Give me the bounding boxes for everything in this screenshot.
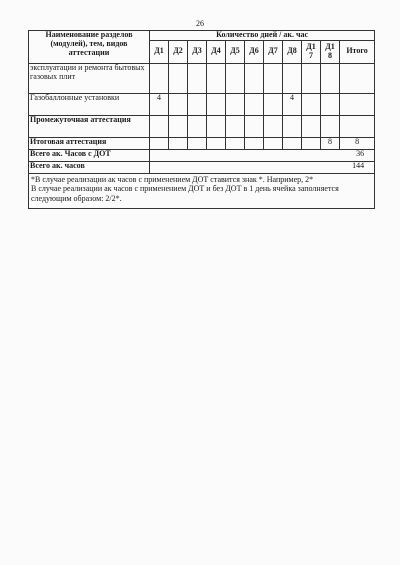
row-name: Газобаллонные установки bbox=[29, 93, 150, 115]
row-name: Промежуточная аттестация bbox=[29, 115, 150, 137]
grand-total-row bbox=[29, 161, 375, 173]
day-header-d5: Д5 bbox=[226, 40, 245, 63]
day-header-d6: Д6 bbox=[245, 40, 264, 63]
dot-total-row bbox=[29, 149, 375, 161]
header-row-top bbox=[29, 31, 375, 41]
page-number: 26 bbox=[196, 19, 204, 28]
table-row bbox=[29, 137, 375, 149]
day-header-d17: Д1 7 bbox=[302, 40, 321, 63]
grand-total-value: 144 bbox=[150, 161, 375, 173]
day-header-d4: Д4 bbox=[207, 40, 226, 63]
table-row bbox=[29, 115, 375, 137]
dot-total-value: 36 bbox=[150, 149, 375, 161]
table-row bbox=[29, 63, 375, 93]
grand-total-label: Всего ак. часов bbox=[29, 161, 150, 173]
day-header-d1: Д1 bbox=[150, 40, 169, 63]
day-header-d3: Д3 bbox=[188, 40, 207, 63]
days-header: Количество дней / ак. час bbox=[150, 31, 375, 41]
cell-total: 8 bbox=[340, 137, 375, 149]
footnote-line-1: *В случае реализации ак часов с применением ДОТ ставится знак *. Например, 2* bbox=[31, 174, 314, 184]
table-row bbox=[29, 93, 375, 115]
row-name: Итоговая аттестация bbox=[29, 137, 150, 149]
day-header-d2: Д2 bbox=[169, 40, 188, 63]
cell-d1: 4 bbox=[150, 93, 169, 115]
dot-total-label: Всего ак. Часов с ДОТ bbox=[29, 149, 150, 161]
cell-d18: 8 bbox=[321, 137, 340, 149]
total-header: Итого bbox=[340, 40, 375, 63]
day-header-d7: Д7 bbox=[264, 40, 283, 63]
day-header-d8: Д8 bbox=[283, 40, 302, 63]
schedule-table bbox=[28, 30, 375, 209]
note-row bbox=[29, 173, 375, 208]
footnote bbox=[29, 173, 375, 208]
footnote-line-2: В случае реализации ак часов с применением ДОТ и без ДОТ в 1 день ячейка заполняется следующим образом: 2/2*. bbox=[31, 184, 339, 203]
section-header: Наименование разделов (модулей), тем, видов аттестации bbox=[29, 31, 150, 64]
row-name: эксплуатации и ремонта бытовых газовых плит bbox=[29, 63, 150, 93]
day-header-d18: Д1 8 bbox=[321, 40, 340, 63]
cell-d8: 4 bbox=[283, 93, 302, 115]
